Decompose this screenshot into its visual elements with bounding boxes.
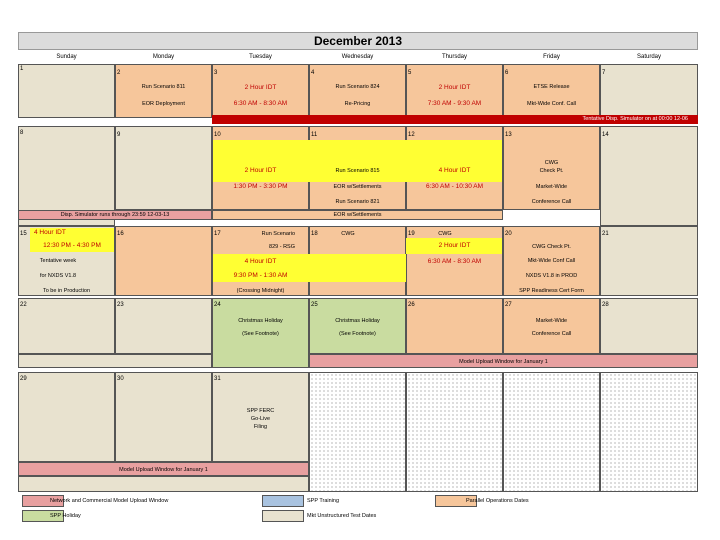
tentative-simulator-band: Tentative Disp. Simulator on at 00:00 12-06: [212, 115, 698, 124]
day-cell[interactable]: [18, 298, 115, 354]
event-text: Run Scenario 824: [335, 84, 380, 90]
day-cell[interactable]: [406, 298, 503, 354]
event-text: Run Scenario 815: [335, 168, 380, 174]
event-text: 2 Hour IDT: [244, 84, 277, 91]
event-text: NXDS V1.8 in PROD: [525, 273, 578, 279]
event-text: 1:30 PM - 3:30 PM: [233, 183, 288, 190]
dow-thursday: Thursday: [441, 54, 467, 60]
event-text: Conference Call: [531, 199, 572, 205]
event-text: 4 Hour IDT: [34, 229, 66, 236]
legend-label: Parallel Operations Dates: [466, 498, 529, 504]
day-number: 9: [117, 132, 121, 138]
day-cell[interactable]: [503, 298, 600, 354]
day-number: 22: [20, 302, 27, 308]
day-number: 24: [214, 302, 221, 308]
calendar-title: December 2013: [18, 32, 698, 50]
event-text: CWG: [438, 231, 452, 237]
day-number: 2: [117, 70, 121, 76]
day-number: 16: [117, 231, 124, 237]
day-cell[interactable]: [212, 64, 309, 118]
day-cell[interactable]: [406, 64, 503, 118]
event-text: EOR w/Settlements: [333, 184, 382, 190]
day-number: 4: [311, 70, 315, 76]
dow-sunday: Sunday: [56, 54, 77, 60]
day-number: 23: [117, 302, 124, 308]
day-number: 29: [20, 376, 27, 382]
day-cell[interactable]: [18, 354, 212, 368]
day-cell[interactable]: [600, 226, 698, 296]
legend-swatch: [262, 510, 304, 522]
day-cell[interactable]: [18, 372, 115, 462]
dow-monday: Monday: [152, 54, 175, 60]
event-text: 7:30 AM - 9:30 AM: [427, 100, 482, 107]
day-cell[interactable]: [600, 64, 698, 118]
empty-day-cell: [406, 372, 503, 492]
day-cell[interactable]: [18, 476, 309, 492]
day-number: 20: [505, 231, 512, 237]
event-text: SPP FERC: [246, 408, 275, 414]
event-text: for NXDS V1.8: [39, 273, 77, 279]
day-number: 21: [602, 231, 609, 237]
event-text: 2 Hour IDT: [438, 242, 471, 249]
dow-tuesday: Tuesday: [249, 54, 272, 60]
day-number: 5: [408, 70, 412, 76]
holiday-cell[interactable]: [309, 298, 406, 354]
day-cell[interactable]: [115, 226, 212, 296]
highlight-strip: [213, 140, 502, 182]
event-text: 6:30 AM - 8:30 AM: [427, 258, 482, 265]
event-text: 2 Hour IDT: [244, 167, 277, 174]
day-number: 18: [311, 231, 318, 237]
event-text: Run Scenario: [261, 231, 295, 237]
day-cell[interactable]: [115, 126, 212, 210]
day-cell[interactable]: [115, 64, 212, 118]
event-text: To be in Production: [42, 288, 91, 294]
day-cell[interactable]: [600, 298, 698, 354]
event-text: 6:30 AM - 10:30 AM: [425, 183, 484, 190]
event-text: Go-Live: [250, 416, 271, 422]
legend-label: SPP Training: [307, 498, 340, 504]
day-number: 27: [505, 302, 512, 308]
event-text: Conference Call: [531, 331, 572, 337]
empty-day-cell: [309, 372, 406, 492]
event-text: 4 Hour IDT: [244, 258, 277, 265]
dow-friday: Friday: [543, 54, 560, 60]
event-text: Christmas Holiday: [238, 318, 283, 324]
legend-swatch: [262, 495, 304, 507]
event-text: Run Scenario 811: [141, 84, 186, 90]
day-number: 26: [408, 302, 415, 308]
event-text: Market-Wide: [535, 318, 568, 324]
event-text: 9:30 PM - 1:30 AM: [233, 272, 288, 279]
event-text: Re-Pricing: [344, 101, 371, 107]
event-text: EOR Deployment: [142, 101, 185, 107]
event-text: 4 Hour IDT: [438, 167, 471, 174]
empty-day-cell: [503, 372, 600, 492]
day-number: 15: [20, 231, 27, 237]
day-number: 7: [602, 70, 606, 76]
event-text: 6:30 AM - 8:30 AM: [233, 100, 288, 107]
legend-label: Mkt Unstructured Test Dates: [307, 513, 377, 519]
dow-wednesday: Wednesday: [341, 54, 374, 60]
event-text: CWG Check Pt.: [532, 244, 571, 250]
event-text: SPP Readiness Cert Form: [519, 288, 584, 294]
eor-settlements-band: EOR w/Settlements: [212, 210, 503, 220]
day-number: 3: [214, 70, 218, 76]
event-text: Check Pt.: [539, 168, 564, 174]
event-text: Mkt-Wide Conf. Call: [527, 101, 576, 107]
event-text: CWG: [544, 160, 559, 166]
event-text: (Crossing Midnight): [236, 288, 285, 294]
event-text: Mkt-Wide Conf Call: [527, 258, 576, 264]
event-text: 12:30 PM - 4:30 PM: [43, 242, 101, 249]
model-upload-band: Model Upload Window for January 1: [18, 462, 309, 476]
day-number: 11: [311, 132, 318, 138]
event-text: (See Footnote): [339, 331, 376, 337]
day-number: 19: [408, 231, 415, 237]
day-number: 10: [214, 132, 221, 138]
day-number: 12: [408, 132, 415, 138]
day-number: 17: [214, 231, 221, 237]
day-number: 1: [20, 66, 24, 72]
day-number: 6: [505, 70, 509, 76]
event-text: (See Footnote): [242, 331, 279, 337]
event-text: CWG: [341, 231, 355, 237]
event-text: ETSE Release: [533, 84, 570, 90]
event-text: Christmas Holiday: [335, 318, 380, 324]
day-number: 25: [311, 302, 318, 308]
day-number: 14: [602, 132, 609, 138]
day-cell[interactable]: [115, 372, 212, 462]
simulator-runs-band: Disp. Simulator runs through 23:59 12-03-13: [18, 210, 212, 220]
day-cell[interactable]: [309, 64, 406, 118]
day-number: 13: [505, 132, 512, 138]
day-number: 8: [20, 130, 24, 136]
empty-day-cell: [600, 372, 698, 492]
legend-label: SPP Holiday: [50, 513, 81, 519]
event-text: 2 Hour IDT: [438, 84, 471, 91]
event-text: Run Scenario 821: [335, 199, 380, 205]
day-cell[interactable]: [115, 298, 212, 354]
day-number: 28: [602, 302, 609, 308]
day-cell[interactable]: [600, 126, 698, 226]
model-upload-band: Model Upload Window for January 1: [309, 354, 698, 368]
event-text: Tentative week: [39, 258, 77, 264]
day-cell[interactable]: [18, 64, 115, 118]
legend-label: Network and Commercial Model Upload Window: [50, 498, 169, 504]
day-number: 30: [117, 376, 124, 382]
day-number: 31: [214, 376, 221, 382]
event-text: Market-Wide: [535, 184, 568, 190]
event-text: Filing: [253, 424, 268, 430]
dow-saturday: Saturday: [636, 54, 661, 60]
day-cell[interactable]: [503, 64, 600, 118]
event-text: 829 - RSG: [269, 244, 295, 250]
